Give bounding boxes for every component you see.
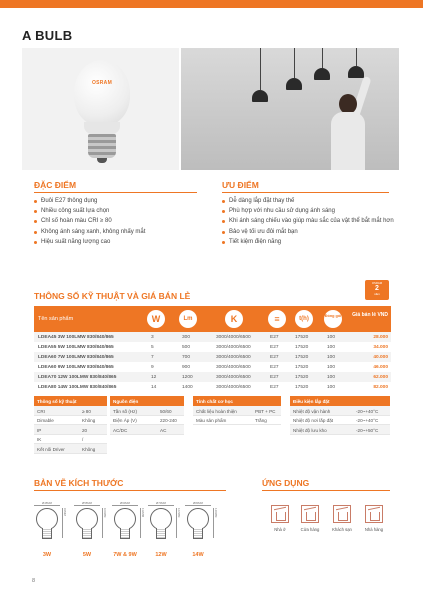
warranty-years: 2 xyxy=(375,285,379,292)
table-row: Điện Áp (V) 220-240 xyxy=(110,416,184,426)
applications-title: ỨNG DỤNG xyxy=(262,478,310,488)
base-icon: ≡ xyxy=(268,310,286,328)
bulb-base xyxy=(88,134,116,158)
lamp-cord xyxy=(260,48,261,90)
bulb-outline xyxy=(76,508,98,530)
hotel-icon xyxy=(333,505,351,523)
warranty-unit: năm xyxy=(374,292,380,296)
advantage-item: Phù hợp với nhu cầu sử dụng ánh sáng xyxy=(222,206,394,216)
table-row: Dimable Không xyxy=(34,416,107,426)
table-row: Màu sản phẩm Trắng xyxy=(193,416,281,426)
power-table xyxy=(110,396,184,435)
feature-item: Nhiều công suất lựa chọn xyxy=(34,206,145,216)
lamp-cord xyxy=(322,48,323,68)
col-price: Giá bán lẻ VND xyxy=(352,312,388,318)
restaurant-icon xyxy=(365,505,383,523)
applications-divider xyxy=(262,490,390,491)
feature-item: Hiệu suất năng lượng cao xyxy=(34,237,145,247)
physical-title: Tính chất cơ học xyxy=(193,396,281,406)
table-row: Nhiệt độ lưu kho -20~+50°C xyxy=(290,425,390,435)
bulb-neck xyxy=(84,122,120,134)
features-divider xyxy=(34,192,197,193)
advantage-item: Tiết kiệm điện năng xyxy=(222,237,394,247)
kelvin-icon: K xyxy=(225,310,243,328)
dimensions-divider xyxy=(34,490,226,491)
product-photo xyxy=(22,48,179,170)
table-row: Nhiệt độ nơi lắp đặt -20~+40°C xyxy=(290,416,390,426)
bulb-outline xyxy=(114,508,136,530)
hero-image xyxy=(22,48,399,170)
feature-item: Đuôi E27 thông dụng xyxy=(34,196,145,206)
lamp-cord xyxy=(294,48,295,78)
install-table xyxy=(290,396,390,435)
app-item: Khách sạn xyxy=(330,505,354,532)
pendant-lamp xyxy=(252,90,268,102)
bulb-outline xyxy=(36,508,58,530)
bulb-brand-logo: OSRAM xyxy=(91,80,113,86)
app-item: Cửa hàng xyxy=(298,505,322,532)
table-row: Tần số (Hz) 50/60 xyxy=(110,406,184,416)
dimensions-title: BẢN VẼ KÍCH THƯỚC xyxy=(34,478,124,488)
advantages-list xyxy=(222,196,394,247)
tech-spec-title: Thông số kỹ thuật xyxy=(34,396,107,406)
house-icon xyxy=(271,505,289,523)
table-row: AC/DC AC xyxy=(110,425,184,435)
pendant-lamp xyxy=(286,78,302,90)
pendant-lamp xyxy=(314,68,330,80)
table-row: Chất liệu hoàn thiện PBT + PC xyxy=(193,406,281,416)
bulb-tip xyxy=(97,158,107,163)
features-list xyxy=(34,196,145,247)
app-item: Nhà hàng xyxy=(362,505,386,532)
app-item: Nhà ở xyxy=(268,505,292,532)
bulb-outline xyxy=(150,508,172,530)
advantage-item: Dễ dàng lắp đặt thay thế xyxy=(222,196,394,206)
warranty-badge xyxy=(365,280,389,300)
lamp-cord xyxy=(356,48,357,66)
advantage-item: Bảo vệ tối ưu đôi mắt bạn xyxy=(222,227,394,237)
advantages-divider xyxy=(222,192,389,193)
table-row: LDEA60 7W 100LMW 830/840/865 7 700 3000/4000/6500 E27 17520 100 40.000 xyxy=(34,352,391,362)
table-row: IK / xyxy=(34,435,107,445)
table-row: CRI ≥ 80 xyxy=(34,406,107,416)
lumen-icon: Lm xyxy=(179,310,197,328)
specs-table-header xyxy=(34,306,391,332)
table-row: Kết nối Driver Không xyxy=(34,444,107,454)
lifetime-icon: t(h) xyxy=(295,310,313,328)
physical-table xyxy=(193,396,281,425)
features-title: ĐẶC ĐIỂM xyxy=(34,180,77,190)
table-row: LDEA80 14W 100LMW 830/840/865 14 1400 3000/4000/6500 E27 17520 100 82.000 xyxy=(38,385,388,390)
warranty-brand: OSRAM xyxy=(371,281,383,285)
table-row: LDEA45 3W 100LMW 830/840/865 3 300 3000/4000/6500 E27 17520 100 28.000 xyxy=(34,332,391,342)
page-number: 8 xyxy=(32,578,36,584)
bulb-outline xyxy=(187,508,209,530)
table-row: LDEA60 9W 100LMW 830/840/865 9 900 3000/4000/6500 E27 17520 100 46.000 xyxy=(38,365,388,370)
shop-icon xyxy=(301,505,319,523)
power-title: Nguồn điện xyxy=(110,396,184,406)
bulb-glass xyxy=(74,60,130,126)
lifestyle-photo xyxy=(181,48,399,170)
top-accent-bar xyxy=(0,0,423,8)
watt-icon: W xyxy=(147,310,165,328)
feature-item: Không ánh sáng xanh, không nhấy mắt xyxy=(34,227,145,237)
table-row: LDEA55 5W 100LMW 830/840/865 5 500 3000/4000/6500 E27 17520 100 34.000 xyxy=(38,345,388,350)
page-title: A BULB xyxy=(22,28,73,43)
install-title: Điều kiện lắp đặt xyxy=(290,396,390,406)
pendant-lamp xyxy=(348,66,364,78)
table-row: IP 20 xyxy=(34,425,107,435)
table-row: Nhiệt độ vận hành -20~+40°C xyxy=(290,406,390,416)
advantage-item: Khi ánh sáng chiếu vào giúp màu sắc của vật thể bắt mắt hơn xyxy=(222,216,394,226)
col-product-name: Tên sản phẩm xyxy=(38,316,74,322)
person-changing-bulb xyxy=(331,80,377,170)
specs-title: THÔNG SỐ KỸ THUẬT VÀ GIÁ BÁN LẺ xyxy=(34,291,191,301)
feature-item: Chỉ số hoàn màu CRI ≥ 80 xyxy=(34,216,145,226)
table-row: LDEA70 12W 100LMW 830/840/865 12 1200 3000/4000/6500 E27 17520 100 62.000 xyxy=(34,372,391,382)
package-icon: Đóng gói xyxy=(324,310,342,328)
advantages-title: ƯU ĐIỂM xyxy=(222,180,259,190)
tech-spec-table xyxy=(34,396,107,454)
